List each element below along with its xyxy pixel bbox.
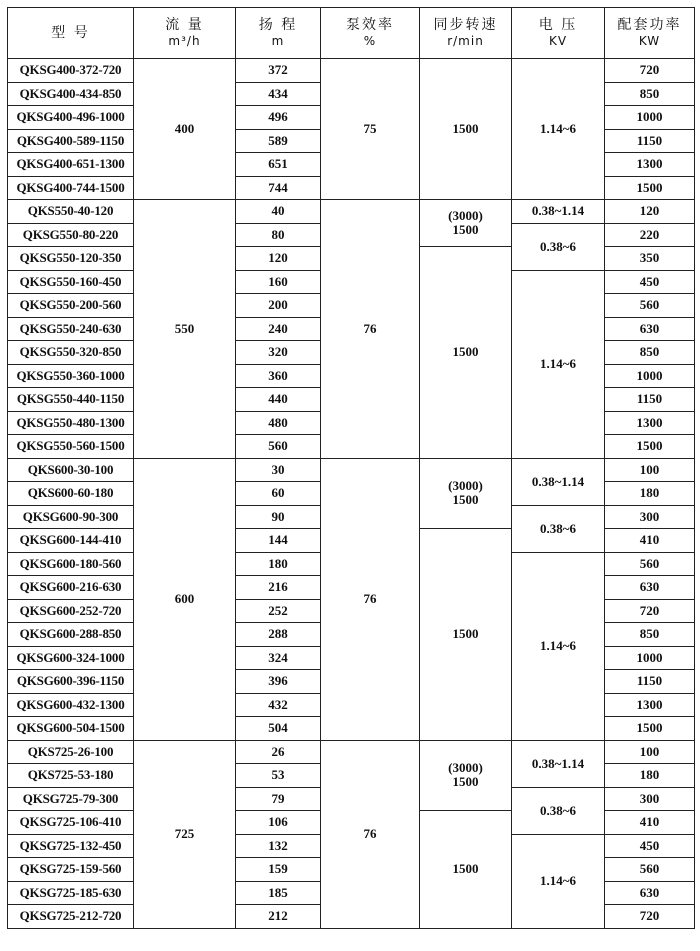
model-cell: QKSG600-324-1000 xyxy=(8,646,134,670)
head-cell: 252 xyxy=(236,599,321,623)
header-efficiency: 泵效率 % xyxy=(321,8,420,59)
power-cell: 350 xyxy=(605,247,695,271)
model-cell: QKSG725-159-560 xyxy=(8,858,134,882)
voltage-cell: 0.38~6 xyxy=(512,787,605,834)
head-cell: 106 xyxy=(236,811,321,835)
voltage-cell: 1.14~6 xyxy=(512,552,605,740)
speed-cell: (3000) 1500 xyxy=(420,740,512,811)
head-cell: 80 xyxy=(236,223,321,247)
model-cell: QKSG400-589-1150 xyxy=(8,129,134,153)
head-cell: 53 xyxy=(236,764,321,788)
model-cell: QKSG550-360-1000 xyxy=(8,364,134,388)
model-cell: QKSG600-288-850 xyxy=(8,623,134,647)
efficiency-cell: 75 xyxy=(321,59,420,200)
head-cell: 144 xyxy=(236,529,321,553)
model-cell: QKSG725-79-300 xyxy=(8,787,134,811)
head-cell: 560 xyxy=(236,435,321,459)
header-speed: 同步转速 r/min xyxy=(420,8,512,59)
model-cell: QKSG725-106-410 xyxy=(8,811,134,835)
head-cell: 744 xyxy=(236,176,321,200)
power-cell: 1150 xyxy=(605,670,695,694)
header-head: 扬 程 m xyxy=(236,8,321,59)
header-voltage: 电 压 KV xyxy=(512,8,605,59)
model-cell: QKSG400-744-1500 xyxy=(8,176,134,200)
power-cell: 410 xyxy=(605,811,695,835)
power-cell: 720 xyxy=(605,905,695,929)
model-cell: QKSG400-651-1300 xyxy=(8,153,134,177)
power-cell: 1500 xyxy=(605,717,695,741)
table-row xyxy=(8,200,695,224)
head-cell: 200 xyxy=(236,294,321,318)
power-cell: 850 xyxy=(605,82,695,106)
power-cell: 560 xyxy=(605,858,695,882)
head-cell: 90 xyxy=(236,505,321,529)
voltage-cell: 0.38~1.14 xyxy=(512,740,605,787)
model-cell: QKSG600-504-1500 xyxy=(8,717,134,741)
speed-cell: 1500 xyxy=(420,247,512,459)
head-cell: 324 xyxy=(236,646,321,670)
power-cell: 100 xyxy=(605,740,695,764)
model-cell: QKSG600-144-410 xyxy=(8,529,134,553)
model-cell: QKSG725-132-450 xyxy=(8,834,134,858)
model-cell: QKSG725-212-720 xyxy=(8,905,134,929)
model-cell: QKS600-30-100 xyxy=(8,458,134,482)
model-cell: QKSG400-372-720 xyxy=(8,59,134,83)
model-cell: QKSG550-240-630 xyxy=(8,317,134,341)
power-cell: 180 xyxy=(605,482,695,506)
head-cell: 120 xyxy=(236,247,321,271)
head-cell: 496 xyxy=(236,106,321,130)
power-cell: 120 xyxy=(605,200,695,224)
power-cell: 720 xyxy=(605,599,695,623)
head-cell: 30 xyxy=(236,458,321,482)
power-cell: 560 xyxy=(605,552,695,576)
model-cell: QKSG600-180-560 xyxy=(8,552,134,576)
power-cell: 1000 xyxy=(605,646,695,670)
head-cell: 480 xyxy=(236,411,321,435)
head-cell: 212 xyxy=(236,905,321,929)
table-row xyxy=(8,458,695,482)
power-cell: 300 xyxy=(605,505,695,529)
head-cell: 240 xyxy=(236,317,321,341)
voltage-cell: 1.14~6 xyxy=(512,270,605,458)
header-power: 配套功率 KW xyxy=(605,8,695,59)
header-flow: 流 量 m³/h xyxy=(134,8,236,59)
head-cell: 440 xyxy=(236,388,321,412)
head-cell: 40 xyxy=(236,200,321,224)
model-cell: QKSG550-440-1150 xyxy=(8,388,134,412)
head-cell: 288 xyxy=(236,623,321,647)
power-cell: 630 xyxy=(605,881,695,905)
head-cell: 79 xyxy=(236,787,321,811)
head-cell: 589 xyxy=(236,129,321,153)
head-cell: 372 xyxy=(236,59,321,83)
voltage-cell: 0.38~1.14 xyxy=(512,200,605,224)
flow-cell: 725 xyxy=(134,740,236,928)
head-cell: 159 xyxy=(236,858,321,882)
power-cell: 1150 xyxy=(605,129,695,153)
power-cell: 630 xyxy=(605,576,695,600)
model-cell: QKSG400-434-850 xyxy=(8,82,134,106)
voltage-cell: 0.38~6 xyxy=(512,223,605,270)
model-cell: QKSG550-320-850 xyxy=(8,341,134,365)
model-cell: QKSG550-120-350 xyxy=(8,247,134,271)
power-cell: 100 xyxy=(605,458,695,482)
power-cell: 300 xyxy=(605,787,695,811)
model-cell: QKSG725-185-630 xyxy=(8,881,134,905)
model-cell: QKSG400-496-1000 xyxy=(8,106,134,130)
power-cell: 450 xyxy=(605,834,695,858)
head-cell: 651 xyxy=(236,153,321,177)
speed-cell: (3000) 1500 xyxy=(420,458,512,529)
efficiency-cell: 76 xyxy=(321,200,420,459)
power-cell: 1300 xyxy=(605,693,695,717)
model-cell: QKSG550-160-450 xyxy=(8,270,134,294)
head-cell: 396 xyxy=(236,670,321,694)
head-cell: 60 xyxy=(236,482,321,506)
model-cell: QKSG550-80-220 xyxy=(8,223,134,247)
head-cell: 432 xyxy=(236,693,321,717)
power-cell: 1300 xyxy=(605,153,695,177)
head-cell: 132 xyxy=(236,834,321,858)
table-row xyxy=(8,59,695,83)
voltage-cell: 0.38~1.14 xyxy=(512,458,605,505)
power-cell: 220 xyxy=(605,223,695,247)
model-cell: QKS550-40-120 xyxy=(8,200,134,224)
power-cell: 1500 xyxy=(605,435,695,459)
model-cell: QKS725-26-100 xyxy=(8,740,134,764)
power-cell: 720 xyxy=(605,59,695,83)
power-cell: 1300 xyxy=(605,411,695,435)
model-cell: QKSG600-396-1150 xyxy=(8,670,134,694)
flow-cell: 400 xyxy=(134,59,236,200)
efficiency-cell: 76 xyxy=(321,740,420,928)
table-row xyxy=(8,740,695,764)
model-cell: QKSG550-480-1300 xyxy=(8,411,134,435)
voltage-cell: 1.14~6 xyxy=(512,59,605,200)
power-cell: 1500 xyxy=(605,176,695,200)
speed-cell: 1500 xyxy=(420,811,512,929)
power-cell: 850 xyxy=(605,341,695,365)
head-cell: 320 xyxy=(236,341,321,365)
head-cell: 185 xyxy=(236,881,321,905)
head-cell: 160 xyxy=(236,270,321,294)
header-model: 型 号 xyxy=(8,8,134,59)
speed-cell: 1500 xyxy=(420,529,512,741)
model-cell: QKSG600-252-720 xyxy=(8,599,134,623)
head-cell: 504 xyxy=(236,717,321,741)
flow-cell: 600 xyxy=(134,458,236,740)
model-cell: QKS725-53-180 xyxy=(8,764,134,788)
model-cell: QKSG550-560-1500 xyxy=(8,435,134,459)
efficiency-cell: 76 xyxy=(321,458,420,740)
header-row xyxy=(8,8,695,59)
model-cell: QKS600-60-180 xyxy=(8,482,134,506)
power-cell: 630 xyxy=(605,317,695,341)
power-cell: 1000 xyxy=(605,364,695,388)
model-cell: QKSG550-200-560 xyxy=(8,294,134,318)
head-cell: 360 xyxy=(236,364,321,388)
head-cell: 216 xyxy=(236,576,321,600)
model-cell: QKSG600-90-300 xyxy=(8,505,134,529)
power-cell: 1000 xyxy=(605,106,695,130)
model-cell: QKSG600-216-630 xyxy=(8,576,134,600)
head-cell: 434 xyxy=(236,82,321,106)
voltage-cell: 1.14~6 xyxy=(512,834,605,928)
power-cell: 560 xyxy=(605,294,695,318)
head-cell: 26 xyxy=(236,740,321,764)
power-cell: 180 xyxy=(605,764,695,788)
voltage-cell: 0.38~6 xyxy=(512,505,605,552)
power-cell: 850 xyxy=(605,623,695,647)
model-cell: QKSG600-432-1300 xyxy=(8,693,134,717)
power-cell: 450 xyxy=(605,270,695,294)
pump-spec-table xyxy=(7,7,695,929)
speed-cell: (3000) 1500 xyxy=(420,200,512,247)
power-cell: 410 xyxy=(605,529,695,553)
flow-cell: 550 xyxy=(134,200,236,459)
power-cell: 1150 xyxy=(605,388,695,412)
speed-cell: 1500 xyxy=(420,59,512,200)
head-cell: 180 xyxy=(236,552,321,576)
